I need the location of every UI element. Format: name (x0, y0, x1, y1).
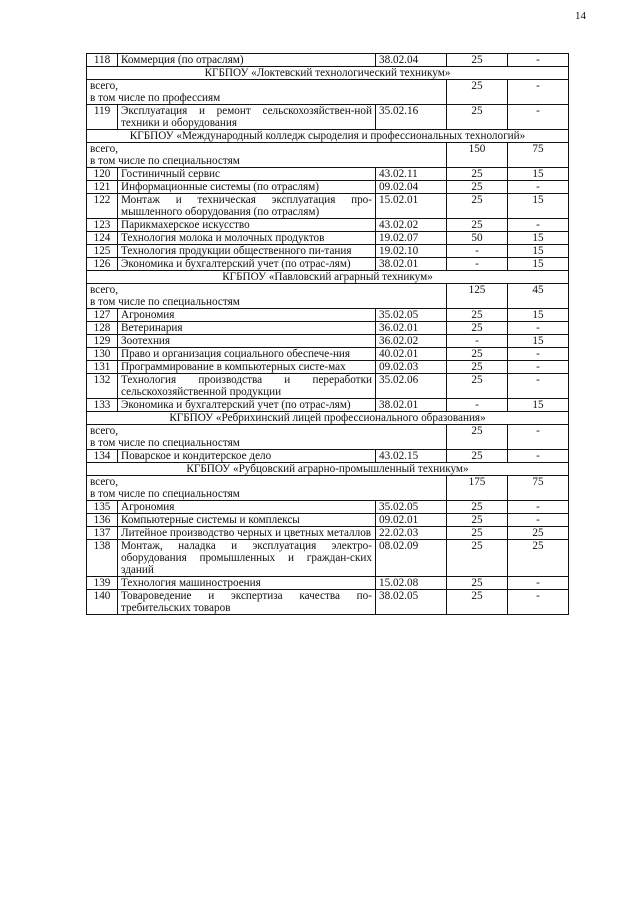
value-2: 15 (508, 232, 569, 245)
program-name: Монтаж и техническая эксплуатация про-мышленного оборудования (по отраслям) (118, 194, 376, 219)
row-number: 136 (87, 514, 118, 527)
summary-value-2: 75 (508, 143, 569, 168)
summary-value-1: 175 (447, 476, 508, 501)
program-code: 35.02.05 (376, 501, 447, 514)
program-name: Экономика и бухгалтерский учет (по отрас-лям) (118, 399, 376, 412)
row-number: 127 (87, 309, 118, 322)
value-1: 25 (447, 105, 508, 130)
value-1: 25 (447, 181, 508, 194)
row-number: 132 (87, 374, 118, 399)
table-row (87, 194, 569, 219)
row-number: 134 (87, 450, 118, 463)
row-number: 123 (87, 219, 118, 232)
summary-row (87, 284, 569, 309)
program-code: 38.02.01 (376, 258, 447, 271)
summary-including-label: в том числе по специальностям (90, 437, 240, 449)
table-row (87, 258, 569, 271)
summary-label (87, 425, 447, 450)
value-2: - (508, 501, 569, 514)
table-body (87, 54, 569, 615)
value-1: 25 (447, 577, 508, 590)
table-row (87, 168, 569, 181)
summary-value-2: - (508, 80, 569, 105)
program-code: 36.02.02 (376, 335, 447, 348)
program-name: Технология продукции общественного пи-тания (118, 245, 376, 258)
row-number: 118 (87, 54, 118, 67)
value-1: - (447, 245, 508, 258)
summary-total-label: всего, (90, 143, 118, 155)
table-row (87, 348, 569, 361)
summary-label (87, 80, 447, 105)
row-number: 125 (87, 245, 118, 258)
row-number: 124 (87, 232, 118, 245)
program-name: Программирование в компьютерных систе-мах (118, 361, 376, 374)
institution-header-row (87, 67, 569, 80)
summary-label (87, 284, 447, 309)
value-1: 25 (447, 54, 508, 67)
value-1: 25 (447, 219, 508, 232)
institution-title: КГБПОУ «Павловский аграрный техникум» (87, 271, 569, 284)
value-2: - (508, 450, 569, 463)
program-code: 43.02.11 (376, 168, 447, 181)
row-number: 135 (87, 501, 118, 514)
table-row (87, 309, 569, 322)
value-1: 25 (447, 527, 508, 540)
value-2: - (508, 219, 569, 232)
program-code: 09.02.01 (376, 514, 447, 527)
program-code: 38.02.01 (376, 399, 447, 412)
program-code: 09.02.03 (376, 361, 447, 374)
institution-header-row (87, 271, 569, 284)
table-row (87, 399, 569, 412)
value-2: 15 (508, 309, 569, 322)
program-name: Литейное производство черных и цветных металлов (118, 527, 376, 540)
program-name: Технология машиностроения (118, 577, 376, 590)
summary-value-2: 45 (508, 284, 569, 309)
value-1: - (447, 399, 508, 412)
value-1: 25 (447, 194, 508, 219)
program-code: 40.02.01 (376, 348, 447, 361)
institution-header-row (87, 412, 569, 425)
value-2: 25 (508, 527, 569, 540)
program-code: 43.02.15 (376, 450, 447, 463)
row-number: 126 (87, 258, 118, 271)
program-code: 08.02.09 (376, 540, 447, 577)
program-code: 15.02.08 (376, 577, 447, 590)
program-name: Коммерция (по отраслям) (118, 54, 376, 67)
program-code: 19.02.07 (376, 232, 447, 245)
program-code: 35.02.06 (376, 374, 447, 399)
value-1: - (447, 335, 508, 348)
table-row (87, 450, 569, 463)
value-1: 25 (447, 168, 508, 181)
value-2: - (508, 54, 569, 67)
value-2: - (508, 590, 569, 615)
summary-total-label: всего, (90, 284, 118, 296)
summary-row (87, 80, 569, 105)
table-row (87, 335, 569, 348)
value-1: 25 (447, 540, 508, 577)
summary-including-label: в том числе по специальностям (90, 155, 240, 167)
value-1: 25 (447, 450, 508, 463)
value-2: 15 (508, 399, 569, 412)
program-code: 38.02.05 (376, 590, 447, 615)
summary-including-label: в том числе по профессиям (90, 92, 221, 104)
program-code: 22.02.03 (376, 527, 447, 540)
table-row (87, 181, 569, 194)
value-1: 25 (447, 361, 508, 374)
institution-title: КГБПОУ «Ребрихинский лицей профессионального образования» (87, 412, 569, 425)
program-code: 15.02.01 (376, 194, 447, 219)
row-number: 133 (87, 399, 118, 412)
table-row (87, 232, 569, 245)
summary-total-label: всего, (90, 425, 118, 437)
value-2: 15 (508, 194, 569, 219)
summary-value-1: 125 (447, 284, 508, 309)
value-1: 25 (447, 322, 508, 335)
summary-value-2: - (508, 425, 569, 450)
program-code: 35.02.16 (376, 105, 447, 130)
table-row (87, 374, 569, 399)
summary-including-label: в том числе по специальностям (90, 296, 240, 308)
program-name: Технология молока и молочных продуктов (118, 232, 376, 245)
summary-label (87, 143, 447, 168)
summary-value-1: 25 (447, 425, 508, 450)
summary-value-1: 150 (447, 143, 508, 168)
row-number: 139 (87, 577, 118, 590)
table-row (87, 527, 569, 540)
row-number: 129 (87, 335, 118, 348)
page-number: 14 (575, 10, 586, 22)
value-2: - (508, 322, 569, 335)
summary-value-2: 75 (508, 476, 569, 501)
value-2: - (508, 374, 569, 399)
value-1: - (447, 258, 508, 271)
table-row (87, 54, 569, 67)
table-row (87, 322, 569, 335)
row-number: 119 (87, 105, 118, 130)
program-code: 09.02.04 (376, 181, 447, 194)
table-row (87, 245, 569, 258)
program-name: Экономика и бухгалтерский учет (по отрас-лям) (118, 258, 376, 271)
value-2: 15 (508, 258, 569, 271)
value-2: 15 (508, 335, 569, 348)
value-1: 25 (447, 348, 508, 361)
program-code: 19.02.10 (376, 245, 447, 258)
summary-value-1: 25 (447, 80, 508, 105)
admission-table (86, 53, 569, 615)
program-name: Информационные системы (по отраслям) (118, 181, 376, 194)
program-name: Компьютерные системы и комплексы (118, 514, 376, 527)
value-2: - (508, 514, 569, 527)
table-row (87, 361, 569, 374)
institution-title: КГБПОУ «Международный колледж сыроделия и профессиональных технологий» (87, 130, 569, 143)
table-row (87, 577, 569, 590)
row-number: 131 (87, 361, 118, 374)
value-1: 25 (447, 374, 508, 399)
row-number: 128 (87, 322, 118, 335)
program-name: Поварское и кондитерское дело (118, 450, 376, 463)
program-name: Агрономия (118, 309, 376, 322)
program-code: 35.02.05 (376, 309, 447, 322)
summary-including-label: в том числе по специальностям (90, 488, 240, 500)
row-number: 140 (87, 590, 118, 615)
table-row (87, 501, 569, 514)
row-number: 120 (87, 168, 118, 181)
table-row (87, 219, 569, 232)
summary-row (87, 476, 569, 501)
summary-row (87, 143, 569, 168)
program-name: Монтаж, наладка и эксплуатация электро-оборудования промышленных и граждан-ских зданий (118, 540, 376, 577)
value-1: 25 (447, 514, 508, 527)
value-2: - (508, 577, 569, 590)
summary-label (87, 476, 447, 501)
institution-header-row (87, 130, 569, 143)
program-name: Парикмахерское искусство (118, 219, 376, 232)
value-1: 50 (447, 232, 508, 245)
summary-row (87, 425, 569, 450)
value-1: 25 (447, 590, 508, 615)
value-2: - (508, 348, 569, 361)
program-name: Товароведение и экспертиза качества по-требительских товаров (118, 590, 376, 615)
program-name: Агрономия (118, 501, 376, 514)
value-1: 25 (447, 501, 508, 514)
row-number: 121 (87, 181, 118, 194)
value-2: 25 (508, 540, 569, 577)
row-number: 137 (87, 527, 118, 540)
program-name: Право и организация социального обеспече-ния (118, 348, 376, 361)
program-name: Эксплуатация и ремонт сельскохозяйствен-ной техники и оборудования (118, 105, 376, 130)
table-row (87, 105, 569, 130)
value-2: - (508, 181, 569, 194)
table-row (87, 514, 569, 527)
program-code: 38.02.04 (376, 54, 447, 67)
row-number: 122 (87, 194, 118, 219)
table-row (87, 540, 569, 577)
row-number: 138 (87, 540, 118, 577)
value-2: 15 (508, 168, 569, 181)
value-2: 15 (508, 245, 569, 258)
institution-title: КГБПОУ «Рубцовский аграрно-промышленный техникум» (87, 463, 569, 476)
program-code: 36.02.01 (376, 322, 447, 335)
institution-title: КГБПОУ «Локтевский технологический техникум» (87, 67, 569, 80)
value-2: - (508, 361, 569, 374)
summary-total-label: всего, (90, 476, 118, 488)
program-name: Зоотехния (118, 335, 376, 348)
program-code: 43.02.02 (376, 219, 447, 232)
row-number: 130 (87, 348, 118, 361)
program-name: Гостиничный сервис (118, 168, 376, 181)
value-1: 25 (447, 309, 508, 322)
value-2: - (508, 105, 569, 130)
summary-total-label: всего, (90, 80, 118, 92)
program-name: Ветеринария (118, 322, 376, 335)
program-name: Технология производства и переработки сельскохозяйственной продукции (118, 374, 376, 399)
institution-header-row (87, 463, 569, 476)
table-row (87, 590, 569, 615)
